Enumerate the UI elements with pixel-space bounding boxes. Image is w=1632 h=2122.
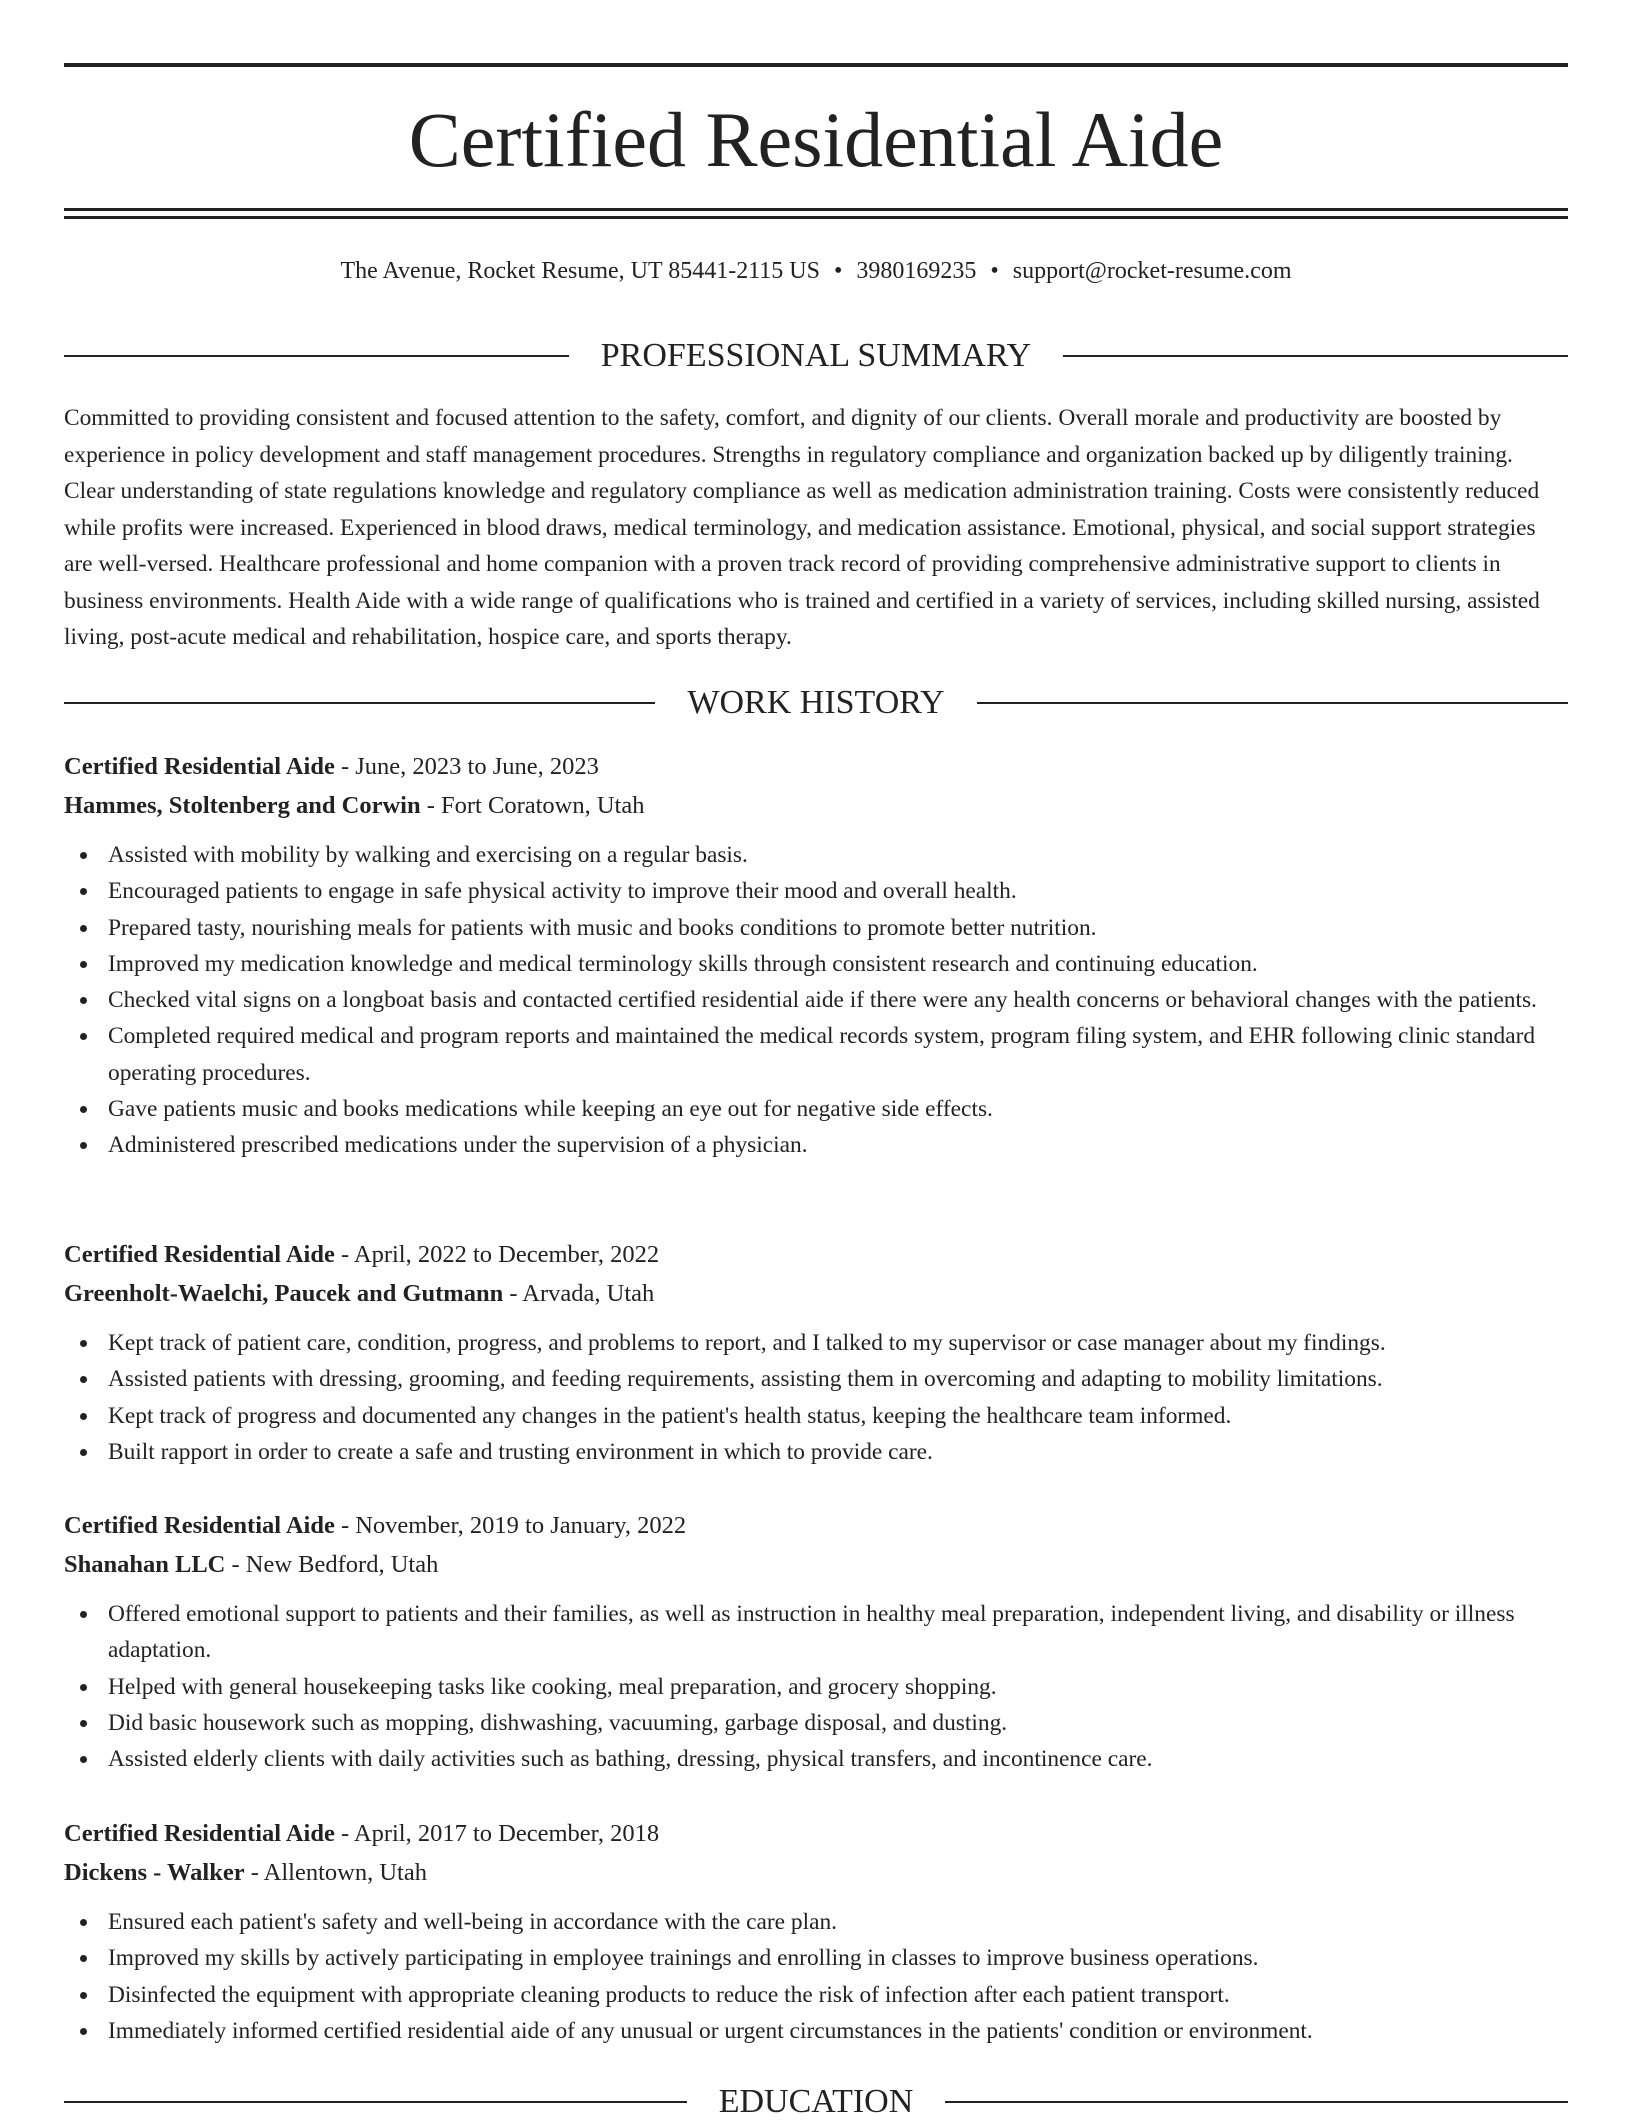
job-bullet: Immediately informed certified residential aide of any unusual or urgent circumstances in the patients' condition or environment. [64, 2013, 1568, 2049]
job-title-line [64, 1506, 1568, 1545]
job-bullet: Helped with general housekeeping tasks like cooking, meal preparation, and grocery shopping. [64, 1669, 1568, 1705]
job-company: Dickens - Walker [64, 1859, 245, 1886]
work-history-heading [64, 683, 1568, 723]
job-bullets [64, 1596, 1568, 1777]
job-location: - Allentown, Utah [244, 1859, 427, 1886]
education-heading-label: EDUCATION [718, 2083, 914, 2120]
job-company-line [64, 1853, 1568, 1892]
heading-rule-left [64, 355, 569, 357]
contact-email: support@rocket-resume.com [1012, 258, 1292, 284]
job-bullets [64, 837, 1568, 1164]
job-bullet: Encouraged patients to engage in safe physical activity to improve their mood and overall health. [64, 873, 1568, 909]
job-title: Certified Residential Aide [64, 1512, 335, 1539]
job-bullet: Gave patients music and books medications while keeping an eye out for negative side effects. [64, 1091, 1568, 1127]
summary-heading [64, 336, 1568, 376]
work-history-heading-label: WORK HISTORY [687, 684, 945, 721]
contact-address: The Avenue, Rocket Resume, UT 85441-2115 US [340, 258, 820, 284]
job-bullet: Did basic housework such as mopping, dishwashing, vacuuming, garbage disposal, and dusting. [64, 1705, 1568, 1741]
job-company: Shanahan LLC [64, 1551, 226, 1578]
job-title-line [64, 747, 1568, 786]
job-bullet: Kept track of patient care, condition, progress, and problems to report, and I talked to my supervisor or case manager about my findings. [64, 1325, 1568, 1361]
job-title-line [64, 1235, 1568, 1274]
job-bullet: Assisted elderly clients with daily activities such as bathing, dressing, physical transfers, and incontinence care. [64, 1741, 1568, 1777]
title-rule-upper [64, 208, 1568, 211]
job-title-line [64, 1814, 1568, 1853]
job-dates: - April, 2017 to December, 2018 [334, 1820, 660, 1847]
job-bullet: Prepared tasty, nourishing meals for patients with music and books conditions to promote better nutrition. [64, 910, 1568, 946]
job-bullet: Improved my skills by actively participating in employee trainings and enrolling in classes to improve business operations. [64, 1940, 1568, 1976]
job-location: - New Bedford, Utah [225, 1551, 439, 1578]
contact-line [64, 256, 1568, 286]
job-bullet: Completed required medical and program reports and maintained the medical records system, program filing system, and EHR following clinic standard operating procedures. [64, 1018, 1568, 1091]
job-entry [64, 1814, 1568, 2049]
job-dates: - June, 2023 to June, 2023 [334, 753, 599, 780]
heading-rule-right [1063, 355, 1568, 357]
job-entry [64, 1506, 1568, 1777]
job-title: Certified Residential Aide [64, 1820, 335, 1847]
job-bullet: Assisted with mobility by walking and exercising on a regular basis. [64, 837, 1568, 873]
contact-separator: • [833, 258, 843, 284]
job-bullets [64, 1325, 1568, 1470]
job-company: Hammes, Stoltenberg and Corwin [64, 792, 421, 819]
top-rule [64, 63, 1568, 67]
job-company-line [64, 1545, 1568, 1584]
job-dates: - April, 2022 to December, 2022 [334, 1241, 660, 1268]
job-company: Greenholt-Waelchi, Paucek and Gutmann [64, 1280, 504, 1307]
job-entry [64, 1235, 1568, 1470]
education-heading [64, 2082, 1568, 2122]
job-bullet: Checked vital signs on a longboat basis and contacted certified residential aide if there were any health concerns or behavioral changes with the patients. [64, 982, 1568, 1018]
job-dates: - November, 2019 to January, 2022 [334, 1512, 687, 1539]
professional-summary: Committed to providing consistent and focused attention to the safety, comfort, and dignity of our clients. Overall morale and productivity are boosted by experience in policy development and staff management procedures. Strengths in regulatory compliance and organization backed up by diligently training. Clear understanding of state regulations knowledge and regulatory compliance as well as medication administration training. Costs were consistently reduced while profits were increased. Experienced in blood draws, medical terminology, and medication assistance. Emotional, physical, and social support strategies are well-versed. Healthcare professional and home companion with a proven track record of providing comprehensive administrative support to clients in business environments. Health Aide with a wide range of qualifications who is trained and certified in a variety of services, including skilled nursing, assisted living, post-acute medical and rehabilitation, hospice care, and sports therapy. [64, 405, 1540, 650]
job-bullet: Assisted patients with dressing, grooming, and feeding requirements, assisting them in overcoming and adapting to mobility limitations. [64, 1361, 1568, 1397]
job-location: - Fort Coratown, Utah [420, 792, 645, 819]
job-bullet: Ensured each patient's safety and well-being in accordance with the care plan. [64, 1904, 1568, 1940]
title-rule-lower [64, 216, 1568, 219]
contact-phone: 3980169235 [856, 258, 977, 284]
job-bullet: Kept track of progress and documented any changes in the patient's health status, keeping the healthcare team informed. [64, 1398, 1568, 1434]
contact-separator: • [990, 258, 999, 284]
job-title: Certified Residential Aide [64, 1241, 335, 1268]
job-bullets [64, 1904, 1568, 2049]
summary-heading-label: PROFESSIONAL SUMMARY [600, 337, 1032, 374]
job-bullet: Offered emotional support to patients and their families, as well as instruction in healthy meal preparation, independent living, and disability or illness adaptation. [64, 1596, 1568, 1669]
heading-rule-left [64, 702, 655, 704]
heading-rule-right [945, 2101, 1568, 2103]
job-company-line [64, 1274, 1568, 1313]
job-bullet: Built rapport in order to create a safe and trusting environment in which to provide care. [64, 1434, 1568, 1470]
job-entry [64, 747, 1568, 1164]
job-title: Certified Residential Aide [64, 753, 335, 780]
job-company-line [64, 786, 1568, 825]
job-bullet: Administered prescribed medications under the supervision of a physician. [64, 1127, 1568, 1163]
heading-rule-left [64, 2101, 687, 2103]
job-location: - Arvada, Utah [503, 1280, 655, 1307]
resume-title: Certified Residential Aide [408, 96, 1224, 183]
heading-rule-right [977, 702, 1568, 704]
job-bullet: Disinfected the equipment with appropriate cleaning products to reduce the risk of infection after each patient transport. [64, 1977, 1568, 2013]
job-bullet: Improved my medication knowledge and medical terminology skills through consistent research and continuing education. [64, 946, 1568, 982]
